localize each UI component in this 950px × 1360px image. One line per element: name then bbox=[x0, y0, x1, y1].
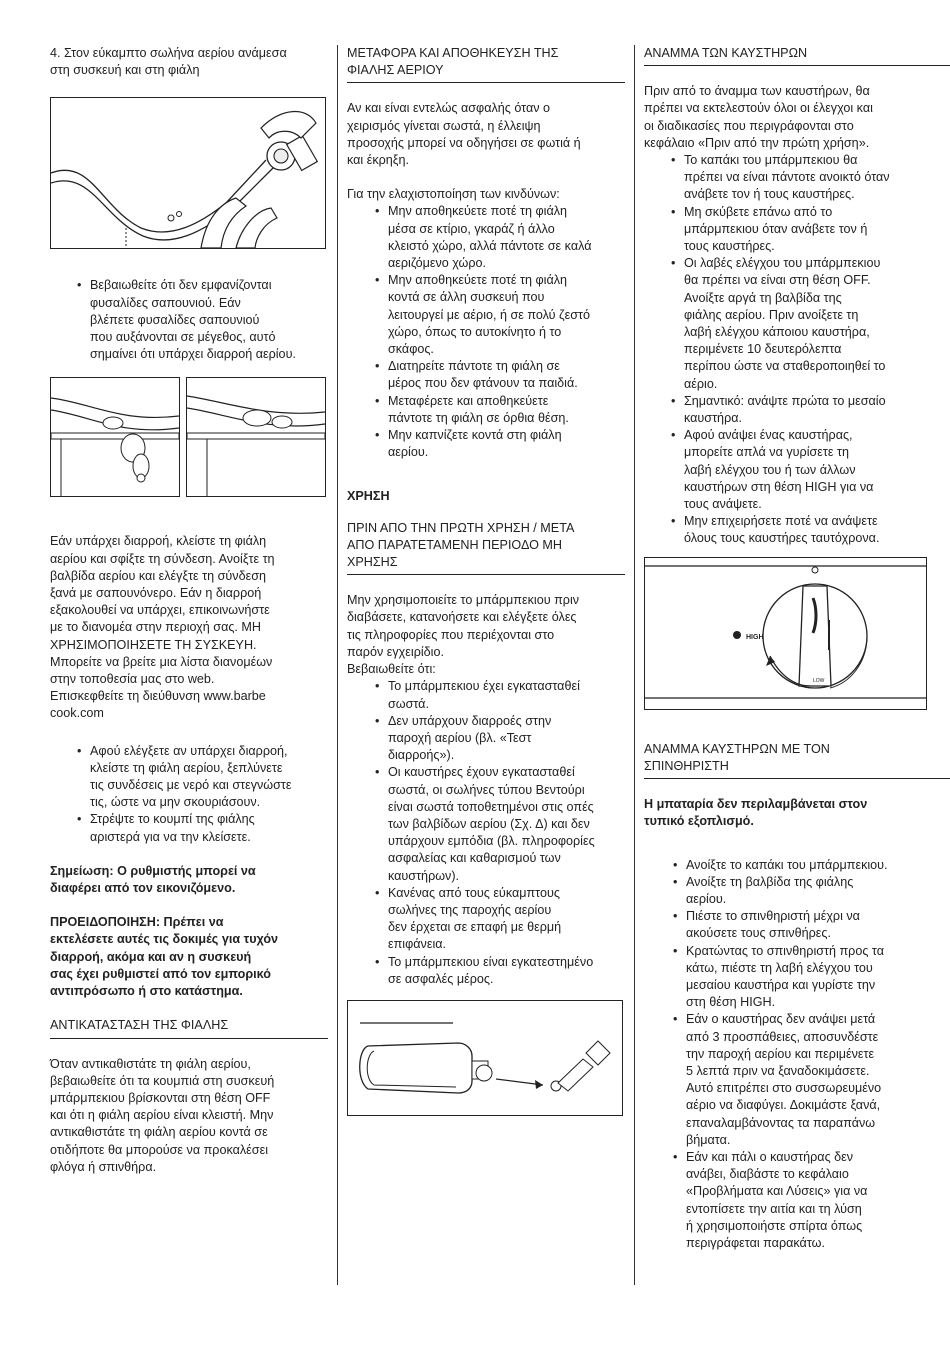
soap-bubble-illustrations bbox=[50, 377, 328, 497]
knob-low-label: LOW bbox=[813, 677, 825, 684]
column-divider-1 bbox=[337, 45, 338, 1285]
lighting-list bbox=[684, 152, 950, 548]
list-item: • Κρατώντας το σπινθηριστή προς τα κάτω, πιέστε τη λαβή ελέγχου του μεσαίου καυστήρα και γυρίστε την στη θέση HIGH. bbox=[686, 943, 950, 1012]
step-4-text: 4. Στον εύκαμπτο σωλήνα αερίου ανάμεσα στη συσκευή και στη φιάλη bbox=[50, 46, 287, 78]
list-item: • Οι καυστήρες έχουν εγκατασταθεί σωστά, οι σωλήνες τύπου Βεντούρι είναι σωστά τοποθετημένοι στις οπές των βαλβίδων αερίου (Σχ. Δ) και δεν υπάρχουν εμπόδια (βλ. πληροφορίες ασφαλείας και καθαρισμού των καυστήρων). bbox=[388, 764, 625, 884]
after-check-list bbox=[90, 743, 328, 846]
list-item: • Αφού ελέγξετε αν υπάρχει διαρροή, κλείστε τη φιάλη αερίου, ξεπλύνετε τις συνδέσεις με νερό και στεγνώστε τις, ώστε να μην σκουριάσουν. bbox=[90, 743, 328, 812]
list-item: • Αφού ανάψει ένας καυστήρας, μπορείτε απλά να γυρίσετε τη λαβή ελέγχου του ή των άλλων καυστήρων στη θέση HIGH για να τους ανάψετε. bbox=[684, 427, 950, 513]
column-right bbox=[644, 45, 950, 1252]
use-heading: ΧΡΗΣΗ bbox=[347, 489, 390, 504]
list-item: • Μη σκύβετε επάνω από το μπάρμπεκιου όταν ανάβετε τον ή τους καυστήρες. bbox=[684, 204, 950, 256]
list-item: • Το μπάρμπεκιου είναι εγκατεστημένο σε ασφαλές μέρος. bbox=[388, 954, 625, 988]
bubble-leak-illustration bbox=[50, 377, 180, 497]
check-list bbox=[388, 678, 625, 988]
list-item: • Ανοίξτε τη βαλβίδα της φιάλης αερίου. bbox=[686, 874, 950, 908]
list-item: • Στρέψτε το κουμπί της φιάλης αριστερά για να την κλείσετε. bbox=[90, 811, 328, 845]
list-item: • Μεταφέρετε και αποθηκεύετε πάντοτε τη φιάλη σε όρθια θέση. bbox=[388, 393, 625, 427]
list-item: • Διατηρείτε πάντοτε τη φιάλη σε μέρος που δεν φτάνουν τα παιδιά. bbox=[388, 358, 625, 392]
no-bubble-illustration bbox=[186, 377, 326, 497]
leak-paragraph: Εάν υπάρχει διαρροή, κλείστε τη φιάλη αερίου και σφίξτε τη σύνδεση. Ανοίξτε τη βαλβίδα αερίου και ελέγξτε τη σύνδεση ξανά με σαπουνόνερο. Εάν η διαρροή εξακολουθεί να υπάρχει, επικοινωνήστε με το διανομέα στην περιοχή σας. ΜΗ ΧΡΗΣΙΜΟΠΟΙΗΣΕΤΕ ΤΗ ΣΥΣΚΕΥΗ. Μπορείτε να βρείτε μια λίστα διανομέων στην τοποθεσία μας στο web. Επισκεφθείτε τη διεύθυνση www.barbe cook.com bbox=[50, 534, 275, 721]
battery-note: Η μπαταρία δεν περιλαμβάνεται στον τυπικό εξοπλισμό. bbox=[644, 797, 868, 829]
list-item: • Δεν υπάρχουν διαρροές στην παροχή αερίου (βλ. «Τεστ διαρροής»). bbox=[388, 713, 625, 765]
minimize-intro: Για την ελαχιστοποίηση των κινδύνων: bbox=[347, 187, 560, 202]
list-item: • Οι λαβές ελέγχου του μπάρμπεκιου θα πρέπει να είναι στη θέση OFF. Ανοίξτε αργά τη βαλβίδα της φιάλης αερίου. Πριν ανοίξετε τη λαβή ελέγχου κάποιου καυστήρα, περιμένετε 10 δευτερόλεπτα περίπου ώστε να σταθεροποιηθεί το αέριο. bbox=[684, 255, 950, 393]
list-item: • Μην αποθηκεύετε ποτέ τη φιάλη κοντά σε άλλη συσκευή που λειτουργεί με αέριο, ή σε πολύ ζεστό χώρο, όπως το αυτοκίνητο ή το σκάφος. bbox=[388, 272, 625, 358]
regulator-note: Σημείωση: Ο ρυθμιστής μπορεί να διαφέρει από τον εικονιζόμενο. bbox=[50, 863, 256, 896]
control-knob-illustration bbox=[644, 557, 927, 710]
hose-leak-test-illustration bbox=[50, 97, 326, 249]
transport-heading: ΜΕΤΑΦΟΡΑ ΚΑΙ ΑΠΟΘΗΚΕΥΣΗ ΤΗΣ ΦΙΑΛΗΣ ΑΕΡΙΟΥ bbox=[347, 45, 625, 83]
before-use-text: Μην χρησιμοποιείτε το μπάρμπεκιου πριν διαβάσετε, κατανοήσετε και ελέγξετε όλες τις πληροφορίες που περιέχονται στο παρόν εγχειρίδιο. Βεβαιωθείτε ότι: bbox=[347, 593, 580, 677]
before-use-heading: ΠΡΙΝ ΑΠΟ ΤΗΝ ΠΡΩΤΗ ΧΡΗΣΗ / ΜΕΤΑ ΑΠΟ ΠΑΡΑΤΕΤΑΜΕΝΗ ΠΕΡΙΟΔΟ ΜΗ ΧΡΗΣΗΣ bbox=[347, 520, 625, 576]
list-item: • Μην επιχειρήσετε ποτέ να ανάψετε όλους τους καυστήρες ταυτόχρονα. bbox=[684, 513, 950, 547]
lighting-heading: ΑΝΑΜΜΑ ΤΩΝ ΚΑΥΣΤΗΡΩΝ bbox=[644, 45, 950, 66]
column-left bbox=[50, 45, 328, 1176]
list-item: • Το καπάκι του μπάρμπεκιου θα πρέπει να είναι πάντοτε ανοικτό όταν ανάβετε τον ή τους καυστήρες. bbox=[684, 152, 950, 204]
igniter-list bbox=[686, 857, 950, 1253]
lighting-text: Πριν από το άναμμα των καυστήρων, θα πρέπει να εκτελεστούν όλοι οι έλεγχοι και οι διαδικασίες που περιγράφονται στο κεφάλαιο «Πριν από την πρώτη χρήση». bbox=[644, 84, 873, 150]
replace-text: Όταν αντικαθιστάτε τη φιάλη αερίου, βεβαιωθείτε ότι τα κουμπιά στη συσκευή μπάρμπεκιου βρίσκονται στη θέση OFF και ότι η φιάλη αερίου είναι κλειστή. Μην αντικαθιστάτε τη φιάλη αερίου κοντά σε οτιδήποτε θα μπορούσε να προκαλέσει φλόγα ή σπινθήρα. bbox=[50, 1056, 275, 1174]
list-item: • Εάν ο καυστήρας δεν ανάψει μετά από 3 προσπάθειες, αποσυνδέστε την παροχή αερίου και περιμένετε 5 λεπτά πριν να ξαναδοκιμάσετε. Αυτό επιτρέπει στο συσσωρευμένο αέριο να διαφύγει. Δοκιμάστε ξανά, επαναλαμβάνοντας τα παραπάνω βήματα. bbox=[686, 1011, 950, 1149]
list-item: • Μην αποθηκεύετε ποτέ τη φιάλη μέσα σε κτίριο, γκαράζ ή άλλο κλειστό χώρο, αλλά πάντοτε σε καλά αεριζόμενο χώρο. bbox=[388, 203, 625, 272]
venturi-tube-illustration bbox=[347, 1000, 623, 1116]
column-middle bbox=[347, 45, 625, 1116]
list-item: • Κανένας από τους εύκαμπτους σωλήνες της παροχής αερίου δεν έρχεται σε επαφή με θερμή επιφάνεια. bbox=[388, 885, 625, 954]
column-divider-2 bbox=[634, 45, 635, 1285]
list-item: • Μην καπνίζετε κοντά στη φιάλη αερίου. bbox=[388, 427, 625, 461]
minimize-list bbox=[388, 203, 625, 461]
list-item: • Το μπάρμπεκιου έχει εγκατασταθεί σωστά. bbox=[388, 678, 625, 712]
transport-text: Αν και είναι εντελώς ασφαλής όταν ο χειρισμός γίνεται σωστά, η έλλειψη προσοχής μπορεί να οδηγήσει σε φωτιά ή και έκρηξη. bbox=[347, 101, 581, 168]
list-item: • Σημαντικό: ανάψτε πρώτα το μεσαίο καυστήρα. bbox=[684, 393, 950, 427]
igniter-heading: ΑΝΑΜΜΑ ΚΑΥΣΤΗΡΩΝ ΜΕ ΤΟΝ ΣΠΙΝΘΗΡΙΣΤΗ bbox=[644, 741, 950, 779]
replace-heading: ΑΝΤΙΚΑΤΑΣΤΑΣΗ ΤΗΣ ΦΙΑΛΗΣ bbox=[50, 1017, 328, 1038]
list-item: • Ανοίξτε το καπάκι του μπάρμπεκιου. bbox=[686, 857, 950, 874]
warning-text: ΠΡΟΕΙΔΟΠΟΙΗΣΗ: Πρέπει να εκτελέσετε αυτές τις δοκιμές για τυχόν διαρροή, ακόμα και αν η συσκευή σας έχει ρυθμιστεί από τον εμπορικό αντιπρόσωπο ή στο κατάστημα. bbox=[50, 915, 279, 999]
bubbles-bullet: • Βεβαιωθείτε ότι δεν εμφανίζονται φυσαλίδες σαπουνιού. Εάν βλέπετε φυσαλίδες σαπουνιού που αυξάνονται σε μέγεθος, αυτό σημαίνει ότι υπάρχει διαρροή αερίου. bbox=[90, 277, 328, 363]
list-item: • Πιέστε το σπινθηριστή μέχρι να ακούσετε τους σπινθήρες. bbox=[686, 908, 950, 942]
knob-high-label: HIGH bbox=[746, 633, 764, 641]
list-item: • Εάν και πάλι ο καυστήρας δεν ανάβει, διαβάστε το κεφάλαιο «Προβλήματα και Λύσεις» για να εντοπίσετε την αιτία και τη λύση ή χρησιμοποιήστε σπίρτα όπως περιγράφεται παρακάτω. bbox=[686, 1149, 950, 1252]
